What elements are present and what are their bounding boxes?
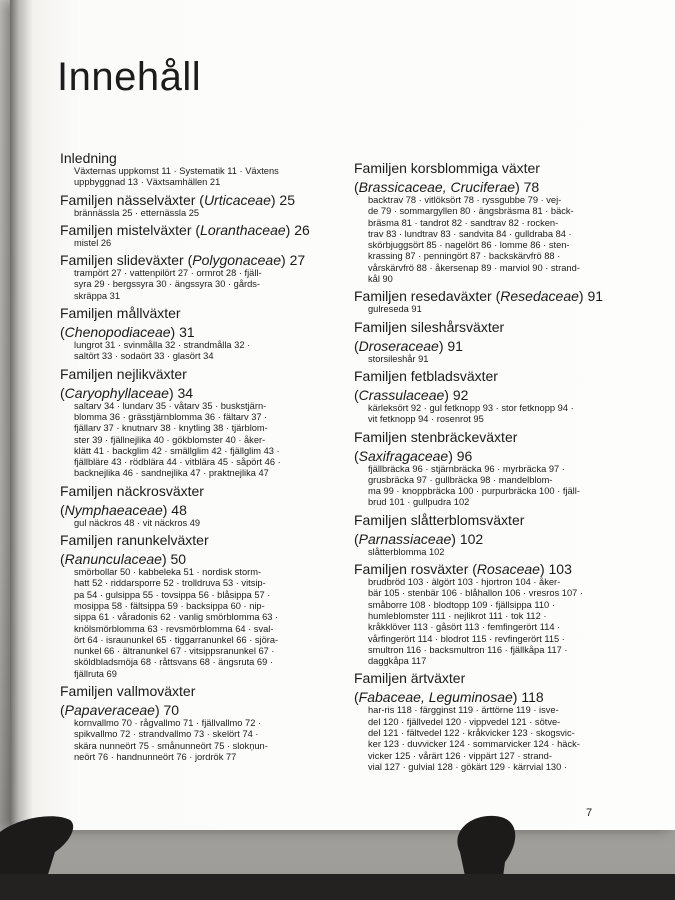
scientific-name: Loranthaceae [200, 221, 286, 238]
page-ref: ) 102 [451, 530, 484, 547]
toc-heading [354, 429, 626, 445]
page-ref: ) 96 [448, 447, 473, 464]
toc-subentry-line: trav 83 · lundtrav 83 · sandvita 84 · gulldraba 84 · [368, 228, 572, 239]
toc-subentry-line: nunkel 66 · ältranunkel 67 · vitsippsranunkel 67 · [74, 646, 275, 657]
toc-subentry-line: kål 90 [368, 274, 393, 285]
page-ref: ) 34 [168, 384, 194, 401]
toc-heading [354, 160, 626, 176]
toc-subentry-line: vicker 125 · vårärt 126 · vippärt 127 · strand- [368, 750, 552, 761]
toc-heading [60, 150, 345, 166]
toc-subentry-line: backtrav 78 · vitlöksört 78 · ryssgubbe 79 · vej- [368, 195, 562, 205]
toc-subentry-line: har-ris 118 · färgginst 119 · ärttörne 119 · isve- [368, 705, 559, 716]
toc-subentry-line: hatt 52 · riddarsporre 52 · trolldruva 53 · vitsip- [74, 578, 266, 589]
toc-heading [60, 385, 345, 401]
toc-right-column [354, 160, 626, 776]
toc-heading [60, 702, 345, 718]
toc-subentry-line: humleblomster 111 · nejlikrot 111 · tok 112 · [368, 610, 547, 621]
heading-text: ( [60, 384, 65, 401]
toc-entry [354, 689, 626, 773]
toc-subentry-line: del 120 · fjällvedel 120 · vippvedel 121 · sötve- [368, 716, 561, 727]
page-ref: ) 78 [515, 179, 540, 195]
toc-subentry-line: del 121 · fältvedel 122 · kråkvicker 123 · skogsvic- [368, 728, 575, 739]
scientific-name: Brassicaceae, Cruciferae [358, 179, 516, 195]
toc-subentry-line: spikvallmo 72 · strandvallmo 73 · skelört 74 · [74, 729, 259, 740]
scientific-name: Polygonaceae [192, 252, 282, 269]
heading-text: Familjen rosväxter ( [354, 561, 477, 578]
toc-entry [60, 222, 345, 249]
toc-heading [60, 192, 345, 208]
toc-subentry-line: de 79 · sommargyllen 80 · ängsbräsma 81 · bäck- [368, 206, 574, 217]
toc-subentry-line: krassing 87 · penningört 87 · backskärvfrö 88 · [368, 251, 561, 262]
book-gutter [10, 0, 32, 830]
toc-subentry-line: backnejlika 46 · sandnejlika 47 · praktnejlika 47 [74, 468, 269, 479]
toc-entry [60, 702, 345, 763]
toc-subentry-line: knölsmörblomma 63 · revsmörblomma 64 · sval- [74, 623, 274, 634]
toc-entry [354, 387, 626, 426]
heading-text: ( [60, 551, 65, 568]
toc-heading [354, 670, 626, 686]
toc-subentry-line: kråkklöver 113 · gåsört 113 · femfingerört 114 · [368, 622, 561, 633]
toc-entry [60, 483, 345, 499]
heading-text: ( [354, 530, 359, 547]
toc-subentry-line: skräppa 31 [74, 290, 120, 301]
toc-subentry-line: fjällbräcka 96 · stjärnbräcka 96 · myrbräcka 97 · [368, 463, 565, 474]
toc-subentry-line: brännässla 25 · etternässla 25 [74, 207, 200, 218]
heading-text: Familjen näckrosväxter [60, 482, 204, 499]
toc-subentry-line: fjällarv 37 · knutnarv 38 · knytling 38 · tjärblom- [74, 423, 268, 434]
toc-subentry-line: vial 127 · gulvial 128 · gökärt 129 · kärrvial 130 · [368, 761, 567, 772]
toc-subentry-line: uppbyggnad 13 · Växtsamhällen 21 [74, 177, 221, 188]
toc-entry [60, 366, 345, 382]
toc-subentry-line: Växternas uppkomst 11 · Systematik 11 · Växtens [74, 166, 279, 176]
stand-base [0, 874, 675, 900]
toc-entry [354, 561, 626, 667]
toc-subentry-line: saltört 33 · sodaört 33 · glasört 34 [74, 351, 214, 362]
scientific-name: Droseraceae [358, 337, 439, 354]
page-ref: ) 92 [444, 386, 469, 403]
heading-text: Familjen fetbladsväxter [354, 367, 498, 384]
heading-text: Familjen nejlikväxter [60, 365, 187, 382]
page-ref: ) 25 [270, 191, 295, 208]
toc-subentry-line: mistel 26 [74, 237, 112, 248]
toc-heading [60, 366, 345, 382]
toc-subentry-line: bär 105 · stenbär 106 · blåhallon 106 · vresros 107 · [368, 588, 583, 599]
heading-text: Familjen ärtväxter [354, 670, 466, 687]
toc-entry [354, 368, 626, 384]
heading-text: Inledning [60, 150, 117, 166]
scientific-name: Urticaceae [203, 191, 271, 208]
toc-heading [354, 689, 626, 705]
toc-subentry-line: kornvallmo 70 · rågvallmo 71 · fjällvallmo 72 · [74, 718, 262, 729]
scientific-name: Chenopodiaceae [64, 324, 171, 341]
toc-subentry-line: neört 76 · handnunneört 76 · jordrök 77 [74, 751, 237, 762]
toc-left-column [60, 150, 345, 766]
toc-heading [354, 288, 626, 304]
heading-text: Familjen stenbräckeväxter [354, 428, 518, 445]
page-ref: ) 50 [161, 551, 187, 568]
toc-subentry-line: slåtterblomma 102 [368, 546, 445, 557]
toc-heading [354, 512, 626, 528]
toc-heading [354, 561, 626, 577]
scientific-name: Nymphaeaceae [64, 501, 163, 518]
toc-subentry-line: brudbröd 103 · älgört 103 · hjortron 104 · åker- [368, 577, 561, 588]
heading-text: ( [354, 689, 359, 706]
toc-entry [60, 683, 345, 699]
page-ref: ) 70 [154, 702, 180, 719]
toc-heading [60, 683, 345, 699]
toc-subentry-line: trampört 27 · vattenpilört 27 · ormrot 28 · fjäll- [74, 268, 262, 279]
toc-subentry-line: vit fetknopp 94 · rosenrot 95 [368, 414, 484, 425]
toc-subentry-line: kärleksört 92 · gul fetknopp 93 · stor fetknopp 94 · [368, 402, 574, 413]
page-ref: ) 103 [539, 561, 572, 578]
toc-subentry-line: ma 99 · knoppbräcka 100 · purpurbräcka 100 · fjäll- [368, 486, 580, 497]
heading-text: ( [354, 386, 359, 403]
toc-subentry-line: vårfingerört 114 · blodrot 115 · revfingerört 115 · [368, 633, 565, 644]
toc-subentry-line: daggkåpa 117 [368, 656, 427, 667]
toc-entry [60, 252, 345, 302]
scientific-name: Fabaceae, Leguminosae [358, 689, 513, 706]
toc-subentry-line: blomma 36 · grässtjärnblomma 36 · fältarv 37 · [74, 411, 268, 422]
heading-text: ( [60, 501, 65, 518]
toc-heading [60, 222, 345, 238]
scientific-name: Parnassiaceae [358, 530, 452, 547]
page-ref: ) 118 [512, 689, 544, 706]
page-title: Innehåll [57, 55, 202, 99]
toc-heading [354, 368, 626, 384]
heading-text: Familjen resedaväxter ( [354, 288, 501, 305]
toc-entry [354, 288, 626, 315]
heading-text: ( [60, 702, 65, 719]
toc-subentry-line: saltarv 34 · lundarv 35 · våtarv 35 · buskstjärn- [74, 400, 267, 411]
toc-heading [60, 252, 345, 268]
page-ref: ) 31 [170, 324, 195, 341]
toc-entry [60, 502, 345, 529]
heading-text: Familjen vallmoväxter [60, 683, 196, 700]
heading-text: Familjen nässelväxter ( [60, 191, 204, 208]
heading-text: Familjen korsblommiga växter [354, 160, 540, 176]
toc-subentry-line: ster 39 · fjällnejlika 40 · gökblomster 40 · åker- [74, 434, 266, 445]
toc-heading [60, 532, 345, 548]
toc-entry [60, 305, 345, 321]
toc-subentry-line: bräsma 81 · tandrot 82 · sandtrav 82 · rocken- [368, 217, 559, 228]
toc-heading [354, 338, 626, 354]
toc-subentry-line: smörbollar 50 · kabbeleka 51 · nordisk storm- [74, 567, 262, 578]
toc-heading [354, 319, 626, 335]
toc-entry [60, 192, 345, 219]
scientific-name: Ranunculaceae [64, 551, 162, 568]
heading-text: Familjen slåtterblomsväxter [354, 511, 525, 528]
toc-heading [60, 305, 345, 321]
toc-entry [60, 324, 345, 363]
toc-subentry-line: klätt 41 · backglim 42 · smällglim 42 · fjällglim 43 · [74, 445, 280, 456]
toc-subentry-line: fjällruta 69 [74, 668, 117, 679]
toc-subentry-line: brud 101 · gullpudra 102 [368, 497, 470, 508]
scientific-name: Rosaceae [476, 561, 540, 578]
heading-text: ( [354, 179, 359, 195]
heading-text: Familjen sileshårsväxter [354, 318, 505, 335]
toc-entry [354, 160, 626, 176]
heading-text: ( [60, 324, 65, 341]
toc-heading [354, 387, 626, 403]
scientific-name: Crassulaceae [358, 386, 445, 403]
toc-subentry-line: fjällbläre 43 · rödblära 44 · vitblära 45 · såpört 46 · [74, 457, 281, 468]
page-ref: ) 91 [438, 337, 463, 354]
toc-heading [354, 179, 626, 195]
page-ref: ) 48 [162, 501, 187, 518]
toc-subentry-line: sköldbladsmöja 68 · råttsvans 68 · ängsruta 69 · [74, 657, 273, 668]
toc-subentry-line: gul näckros 48 · vit näckros 49 [74, 517, 201, 528]
toc-heading [60, 551, 345, 567]
toc-subentry-line: storsileshår 91 [368, 353, 429, 364]
toc-entry [354, 319, 626, 335]
heading-text: Familjen mistelväxter ( [60, 221, 201, 238]
toc-entry [60, 385, 345, 480]
heading-text: ( [354, 337, 359, 354]
toc-heading [60, 483, 345, 499]
book-stand [0, 812, 675, 900]
toc-entry [354, 179, 626, 285]
toc-subentry-line: skära nunneört 75 · smånunneört 75 · slokņun- [74, 740, 268, 751]
toc-subentry-line: sippa 61 · våradonis 62 · vanlig smörblomma 63 · [74, 612, 279, 623]
toc-subentry-line: mosippa 58 · fältsippa 59 · backsippa 60 · nip- [74, 600, 265, 611]
toc-subentry-line: syra 29 · bergssyra 30 · ängssyra 30 · gårds- [74, 279, 261, 290]
toc-subentry-line: grusbräcka 97 · gullbräcka 98 · mandelblom- [368, 474, 553, 485]
scientific-name: Resedaceae [500, 288, 579, 305]
toc-entry [354, 531, 626, 558]
toc-entry [354, 670, 626, 686]
toc-entry [354, 338, 626, 365]
page-ref: ) 91 [578, 288, 604, 305]
toc-subentry-line: småborre 108 · blodtopp 109 · fjällsippa 110 · [368, 599, 555, 610]
heading-text: ( [354, 447, 359, 464]
toc-entry [60, 532, 345, 548]
heading-text: Familjen slideväxter ( [60, 252, 193, 269]
heading-text: Familjen mållväxter [60, 305, 181, 322]
heading-text: Familjen ranunkelväxter [60, 532, 209, 549]
toc-subentry-line: ört 64 · israununkel 65 · tiggarranunkel 66 · sjöra- [74, 634, 279, 645]
toc-subentry-line: skörbjuggsört 85 · nagelört 86 · lomme 86 · sten- [368, 240, 570, 251]
toc-subentry-line: lungrot 31 · svinmålla 32 · strandmålla 32 · [74, 340, 251, 351]
toc-subentry-line: ker 123 · duvvicker 124 · sommarvicker 124 · häck- [368, 739, 580, 750]
toc-entry [354, 512, 626, 528]
toc-subentry-line: gulreseda 91 [368, 304, 422, 315]
toc-entry [354, 429, 626, 445]
toc-heading [354, 531, 626, 547]
toc-subentry-line: pa 54 · gulsippa 55 · tovsippa 56 · blåsippa 57 · [74, 589, 271, 600]
toc-entry [60, 150, 345, 189]
page-number: 7 [586, 807, 593, 819]
toc-heading [354, 448, 626, 464]
toc-entry [354, 448, 626, 509]
toc-heading [60, 324, 345, 340]
toc-entry [60, 551, 345, 680]
scientific-name: Caryophyllaceae [64, 384, 169, 401]
toc-subentry-line: vårskärvfrö 88 · åkersenap 89 · marviol 90 · strand- [368, 262, 580, 273]
toc-heading [60, 502, 345, 518]
scientific-name: Saxifragaceae [358, 447, 449, 464]
toc-subentry-line: smultron 116 · backsmultron 116 · fjällkåpa 117 · [368, 644, 568, 655]
scientific-name: Papaveraceae [64, 702, 155, 719]
page-ref: ) 26 [285, 221, 310, 238]
page-ref: ) 27 [281, 252, 306, 269]
